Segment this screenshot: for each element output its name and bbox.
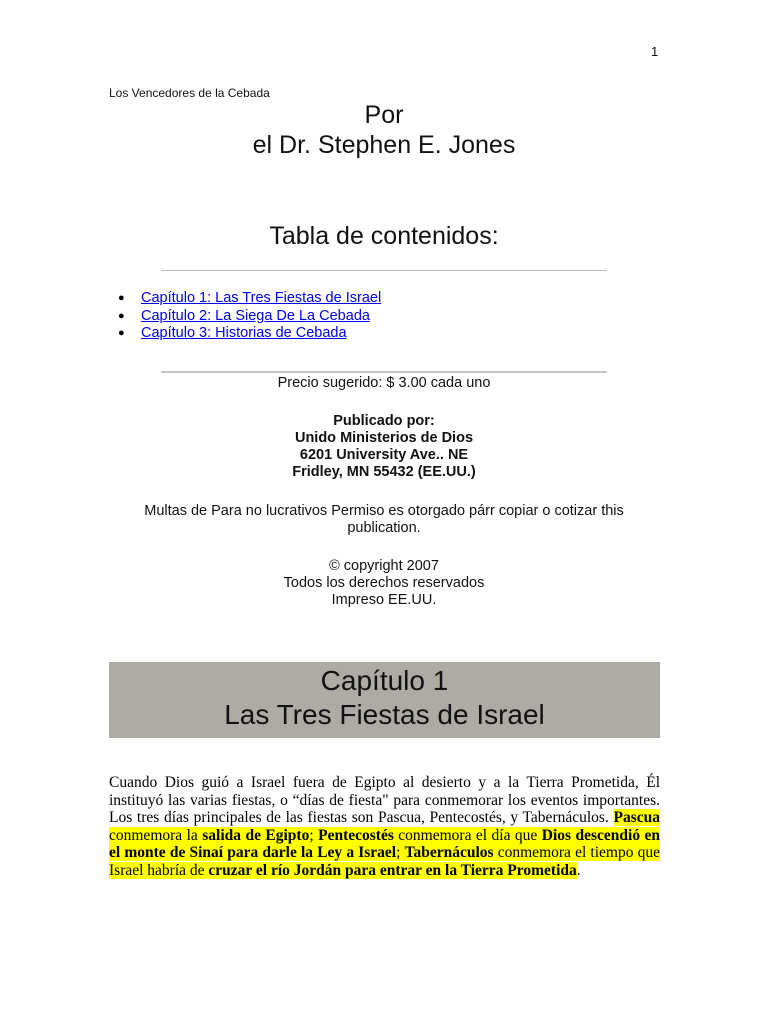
highlight-text: conmemora el día que	[393, 826, 542, 844]
permission-text	[0, 503, 768, 537]
copyright-line: © copyright 2007	[329, 558, 439, 574]
highlight-cruzar: cruzar el río Jordán para entrar en la Tierra Prometida	[208, 861, 577, 879]
title-block	[0, 100, 768, 160]
toc-item	[118, 308, 381, 326]
toc-item	[118, 290, 381, 308]
title-line-1: Por	[364, 101, 404, 129]
copyright-block	[0, 558, 768, 609]
rights-line: Todos los derechos reservados	[283, 575, 485, 591]
body-text-span: Cuando Dios guió a Israel fuera de Egipto al desierto y a la Tierra Prometida, Él instituyó las varias fiestas, o “días de fiesta" para conmemorar los eventos importantes. Los tres días principales de las fiestas son Pascua, Pentecostés, y Tabernáculos.	[109, 774, 660, 826]
bullet-icon: ●	[118, 309, 125, 322]
permission-line-1: Multas de Para no lucrativos Permiso es otorgado párr copiar o cotizar this	[144, 503, 624, 519]
highlight-text: ;	[396, 844, 405, 861]
toc-list	[118, 290, 381, 343]
toc-divider-top	[161, 270, 607, 271]
publisher-name: Unido Ministerios de Dios	[294, 430, 474, 446]
price-text: Precio sugerido: $ 3.00 cada uno	[277, 375, 491, 391]
highlight-text: conmemora la	[109, 826, 203, 844]
body-paragraph	[109, 774, 660, 879]
publisher-block	[0, 413, 768, 481]
toc-item	[118, 325, 381, 343]
publisher-address-1: 6201 University Ave.. NE	[299, 447, 469, 463]
author-line: el Dr. Stephen E. Jones	[252, 131, 516, 159]
publisher-label: Publicado por:	[333, 413, 435, 429]
printed-line: Impreso EE.UU.	[331, 592, 437, 608]
toc-link-chapter-3[interactable]: Capítulo 3: Historias de Cebada	[141, 325, 347, 341]
toc-divider-bottom	[161, 371, 607, 373]
running-header: Los Vencedores de la Cebada	[109, 86, 270, 100]
highlight-salida: salida de Egipto	[202, 826, 310, 844]
chapter-number: Capítulo 1	[320, 665, 449, 696]
highlight-pascua: Pascua	[613, 809, 660, 826]
chapter-banner	[109, 662, 660, 738]
bullet-icon: ●	[118, 327, 125, 339]
permission-line-2: publication.	[347, 520, 421, 536]
highlight-tabernaculos: Tabernáculos	[404, 844, 494, 861]
bullet-icon: ●	[118, 292, 125, 304]
highlight-pentecostes: Pentecostés	[318, 826, 394, 844]
highlight-dios: Dios descendió en el monte de Sinaí para darle la Ley a Israel	[109, 826, 661, 861]
chapter-title: Las Tres Fiestas de Israel	[224, 699, 545, 730]
highlight-text: ;	[309, 826, 319, 844]
publisher-address-2: Fridley, MN 55432 (EE.UU.)	[292, 464, 476, 480]
toc-link-chapter-2[interactable]: Capítulo 2: La Siega De La Cebada	[141, 307, 370, 324]
body-text-span: .	[576, 861, 581, 879]
page-number: 1	[651, 44, 659, 59]
toc-heading: Tabla de contenidos:	[269, 222, 499, 250]
highlight-text: conmemora el tiempo que Israel habría de	[109, 844, 660, 879]
toc-link-chapter-1[interactable]: Capítulo 1: Las Tres Fiestas de Israel	[141, 290, 382, 306]
